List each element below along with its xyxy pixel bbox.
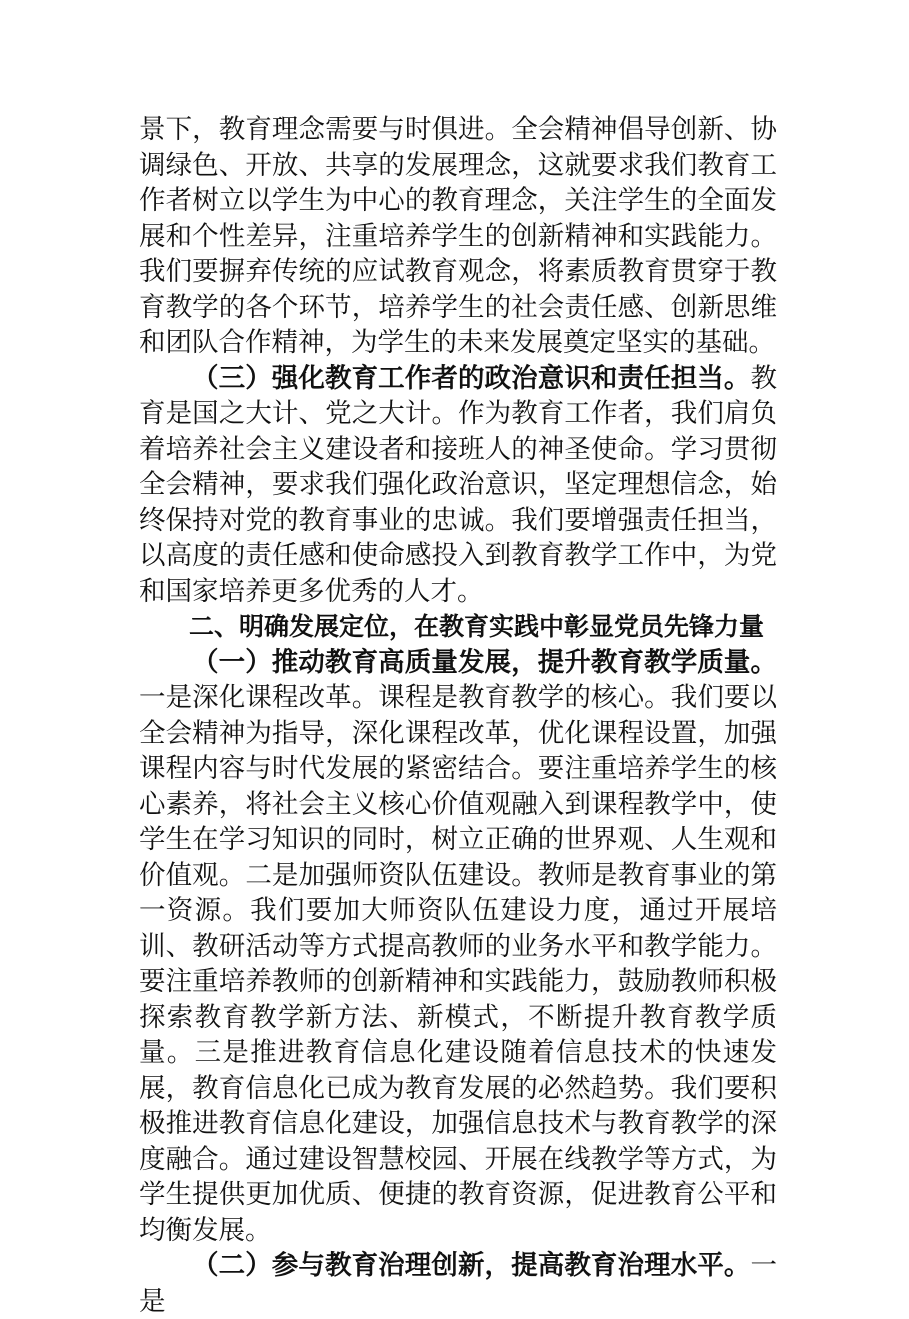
section-heading-2: 二、明确发展定位，在教育实践中彰显党员先锋力量 bbox=[189, 612, 765, 641]
section-2-1-paragraph bbox=[139, 645, 777, 1249]
section-3-paragraph bbox=[139, 361, 777, 610]
section-2-1-lead: （一）推动教育高质量发展，提升教育教学质量。 bbox=[192, 646, 777, 678]
paragraph-continuation: 景下，教育理念需要与时俱进。全会精神倡导创新、协调绿色、开放、共享的发展理念，这就要求我们教育工作者树立以学生为中心的教育理念，关注学生的全面发展和个性差异，注重培养学生的创新精神和实践能力。我们要摒弃传统的应试教育观念，将素质教育贯穿于教育教学的各个环节，培养学生的社会责任感、创新思维和团队合作精神，为学生的未来发展奠定坚实的基础。 bbox=[139, 114, 777, 358]
section-2-1-body: 一是深化课程改革。课程是教育教学的核心。我们要以全会精神为指导，深化课程改革，优化课程设置，加强课程内容与时代发展的紧密结合。要注重培养学生的核心素养，将社会主义核心价值观融入到课程教学中，使学生在学习知识的同时，树立正确的世界观、人生观和价值观。二是加强师资队伍建设。教师是教育事业的第一资源。我们要加大师资队伍建设力度，通过开展培训、教研活动等方式提高教师的业务水平和教学能力。要注重培养教师的创新精神和实践能力，鼓励教师积极探索教育教学新方法、新模式，不断提升教育教学质量。三是推进教育信息化建设随着信息技术的快速发展，教育信息化已成为教育发展的必然趋势。我们要积极推进教育信息化建设，加强信息技术与教育教学的深度融合。通过建设智慧校园、开展在线教学等方式，为学生提供更加优质、便捷的教育资源，促进教育公平和均衡发展。 bbox=[139, 682, 777, 1246]
document-body bbox=[139, 112, 777, 1319]
section-3-body: 教育是国之大计、党之大计。作为教育工作者，我们肩负着培养社会主义建设者和接班人的神圣使命。学习贯彻全会精神，要求我们强化政治意识，坚定理想信念，始终保持对党的教育事业的忠诚。我们要增强责任担当，以高度的责任感和使命感投入到教育教学工作中，为党和国家培养更多优秀的人才。 bbox=[139, 362, 777, 607]
section-2-2-body: 一是 bbox=[139, 1250, 777, 1317]
section-3-lead: （三）强化教育工作者的政治意识和责任担当。 bbox=[192, 362, 751, 394]
section-2-2-paragraph bbox=[139, 1248, 777, 1319]
section-2-2-lead: （二）参与教育治理创新，提高教育治理水平。 bbox=[192, 1250, 751, 1281]
